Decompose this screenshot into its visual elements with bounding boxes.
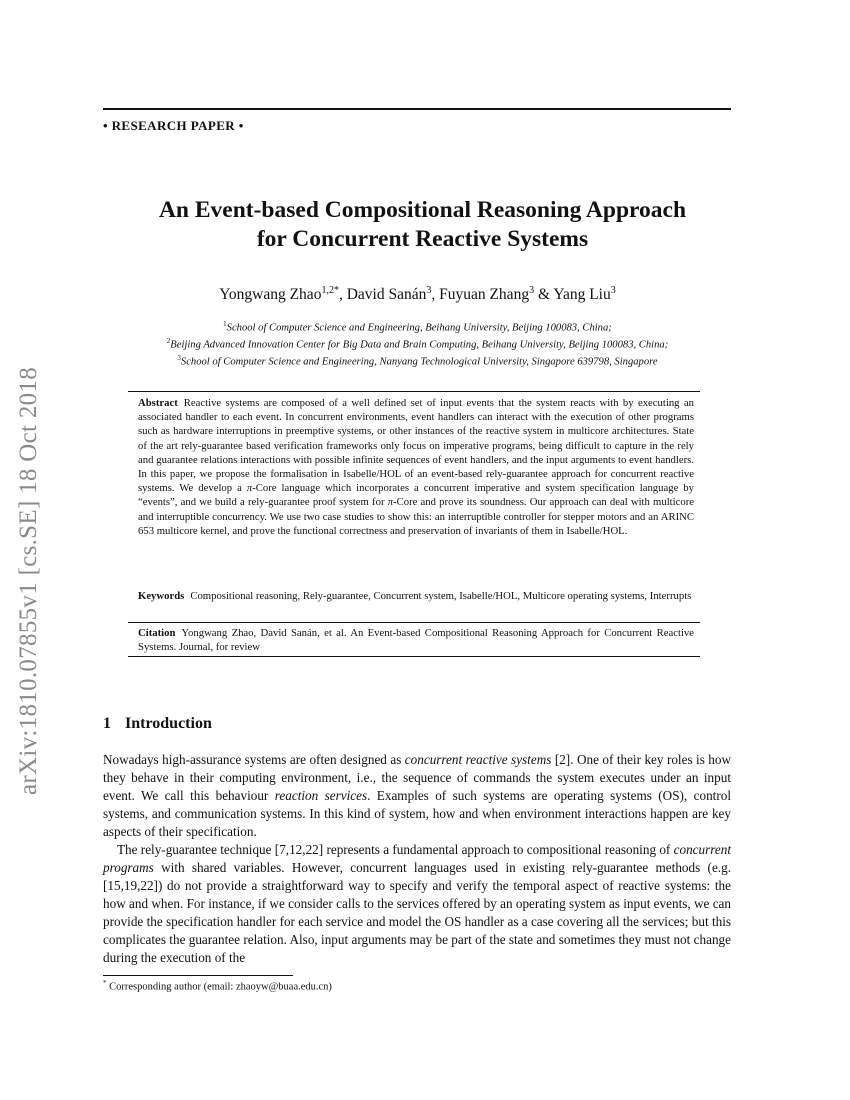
paragraph-text: with shared variables. However, concurrent languages used in existing rely-guarantee methods (e.g. [15,19,22]) do not provide a straightforward way to specify and verify the temporal aspect of reactive systems: the how and when. For instance, if we consider calls to the services offered by an operating system as input events, we can provide the specification handler for each service and model the OS handler as a case covering all the services; but this complicates the guarantee relation. Also, input arguments may be part of the state and sometimes they must not change during the execution of the	[103, 860, 731, 965]
arxiv-identifier: arXiv:1810.07855v1 [cs.SE] 18 Oct 2018	[15, 366, 42, 795]
paragraph-text: The rely-guarantee technique [7,12,22] represents a fundamental approach to compositional reasoning of	[117, 842, 674, 857]
abstract-text: Reactive systems are composed of a well defined set of input events that the system reacts with by executing an associated handler to each event. In concurrent environments, event handlers can interact with the execution of other programs such as hardware interruptions in preemptive systems, or other instances of the reactive system in multicore architectures. State of the art rely-guarantee based verification frameworks only focus on imperative programs, being difficult to capture in the rely and guarantee relations interactions with possible infinite sequences of event handlers, and the input arguments to event handlers. In this paper, we propose the formalisation in Isabelle/HOL of an event-based rely-guarantee approach for concurrent reactive systems. We develop a	[138, 397, 694, 495]
affiliation	[95, 352, 740, 369]
affiliation-mark: 1	[223, 320, 227, 328]
affiliation-text: School of Computer Science and Engineering, Nanyang Technological University, Singapore 639798, Singapore	[180, 356, 658, 368]
abstract-text: -Core language which incorporates a concurrent imperative and system specification language by “events”, and we build a rely-guarantee proof system for	[138, 482, 694, 509]
pi-symbol: π	[387, 496, 394, 509]
emphasis: concurrent reactive systems	[404, 752, 552, 767]
paragraph-text: . Examples of such systems are operating systems (OS), control systems, and communication systems. In this kind of system, how and when environment interactions happen are key aspects of their specification.	[103, 788, 731, 839]
paragraph	[103, 841, 731, 967]
author-name: Fuyuan Zhang	[439, 286, 530, 304]
footnote-text: Corresponding author (email: zhaoyw@buaa.edu.cn)	[109, 981, 332, 993]
introduction-body	[103, 751, 731, 967]
author-separator: ,	[431, 286, 440, 304]
author-separator: &	[534, 286, 554, 304]
affiliation	[95, 318, 740, 335]
pi-symbol: π	[246, 482, 253, 495]
header-rule	[103, 108, 731, 110]
affiliation	[95, 335, 740, 352]
paragraph	[103, 751, 731, 841]
affiliation-text: School of Computer Science and Engineering, Beihang University, Beijing 100083, China;	[226, 322, 612, 334]
abstract-label: Abstract	[138, 397, 178, 409]
author-affiliation-mark: 3	[529, 285, 535, 296]
title-line: An Event-based Compositional Reasoning Approach	[158, 197, 687, 223]
section-title: Introduction	[125, 715, 212, 732]
citation	[138, 626, 694, 654]
author-affiliation-mark: 3	[610, 285, 616, 296]
abstract	[138, 396, 694, 538]
abstract-top-rule	[128, 391, 700, 392]
paper-title	[90, 196, 755, 254]
emphasis: reaction services	[274, 788, 368, 803]
title-line: for Concurrent Reactive Systems	[256, 226, 589, 252]
author-separator: ,	[338, 286, 347, 304]
paper-type-label: • RESEARCH PAPER •	[103, 118, 244, 133]
affiliation-mark: 3	[177, 354, 181, 363]
section-heading	[103, 715, 212, 733]
citation-label: Citation	[138, 627, 176, 639]
paragraph-text: Nowadays high-assurance systems are often designed as	[103, 752, 405, 767]
keywords-text: Compositional reasoning, Rely-guarantee, Concurrent system, Isabelle/HOL, Multicore operating systems, Interrupts	[190, 590, 692, 602]
citation-bottom-rule	[128, 656, 700, 657]
author-name: David Sanán	[346, 286, 427, 304]
author-affiliation-mark: 1,2*	[321, 285, 339, 296]
footnote-rule	[103, 975, 293, 976]
affiliation-mark: 2	[166, 337, 171, 346]
keywords	[138, 589, 694, 603]
footnote-mark: *	[103, 979, 107, 987]
paragraph-text: [2]. One of their key roles is how they behave in their computing environment, i.e., the sequence of commands the system executes under an input event. We call this behaviour	[103, 752, 731, 803]
author-list	[90, 285, 745, 304]
arxiv-stamp	[14, 290, 44, 795]
abstract-text: -Core and prove its soundness. Our approach can deal with multicore and interruptible concurrency. We use two case studies to show this: an interruptible controller for stepper motors and an ARINC 653 multicore kernel, and prove the functional correctness and preservation of invariants of them in Isabelle/HOL.	[138, 496, 695, 537]
author-affiliation-mark: 3	[426, 285, 432, 296]
section-number: 1	[103, 715, 111, 732]
affiliation-list	[95, 318, 740, 369]
footnote	[103, 979, 332, 993]
keywords-label: Keywords	[138, 590, 185, 602]
author-name: Yongwang Zhao	[219, 286, 322, 304]
citation-text: Yongwang Zhao, David Sanán, et al. An Event-based Compositional Reasoning Approach for Concurrent Reactive Systems. Journal, for review	[138, 627, 694, 654]
affiliation-text: Beijing Advanced Innovation Center for Big Data and Brain Computing, Beihang University, Beijing 100083, China;	[170, 339, 669, 351]
citation-top-rule	[128, 622, 700, 623]
author-name: Yang Liu	[553, 286, 611, 304]
emphasis: concurrent programs	[103, 842, 731, 875]
